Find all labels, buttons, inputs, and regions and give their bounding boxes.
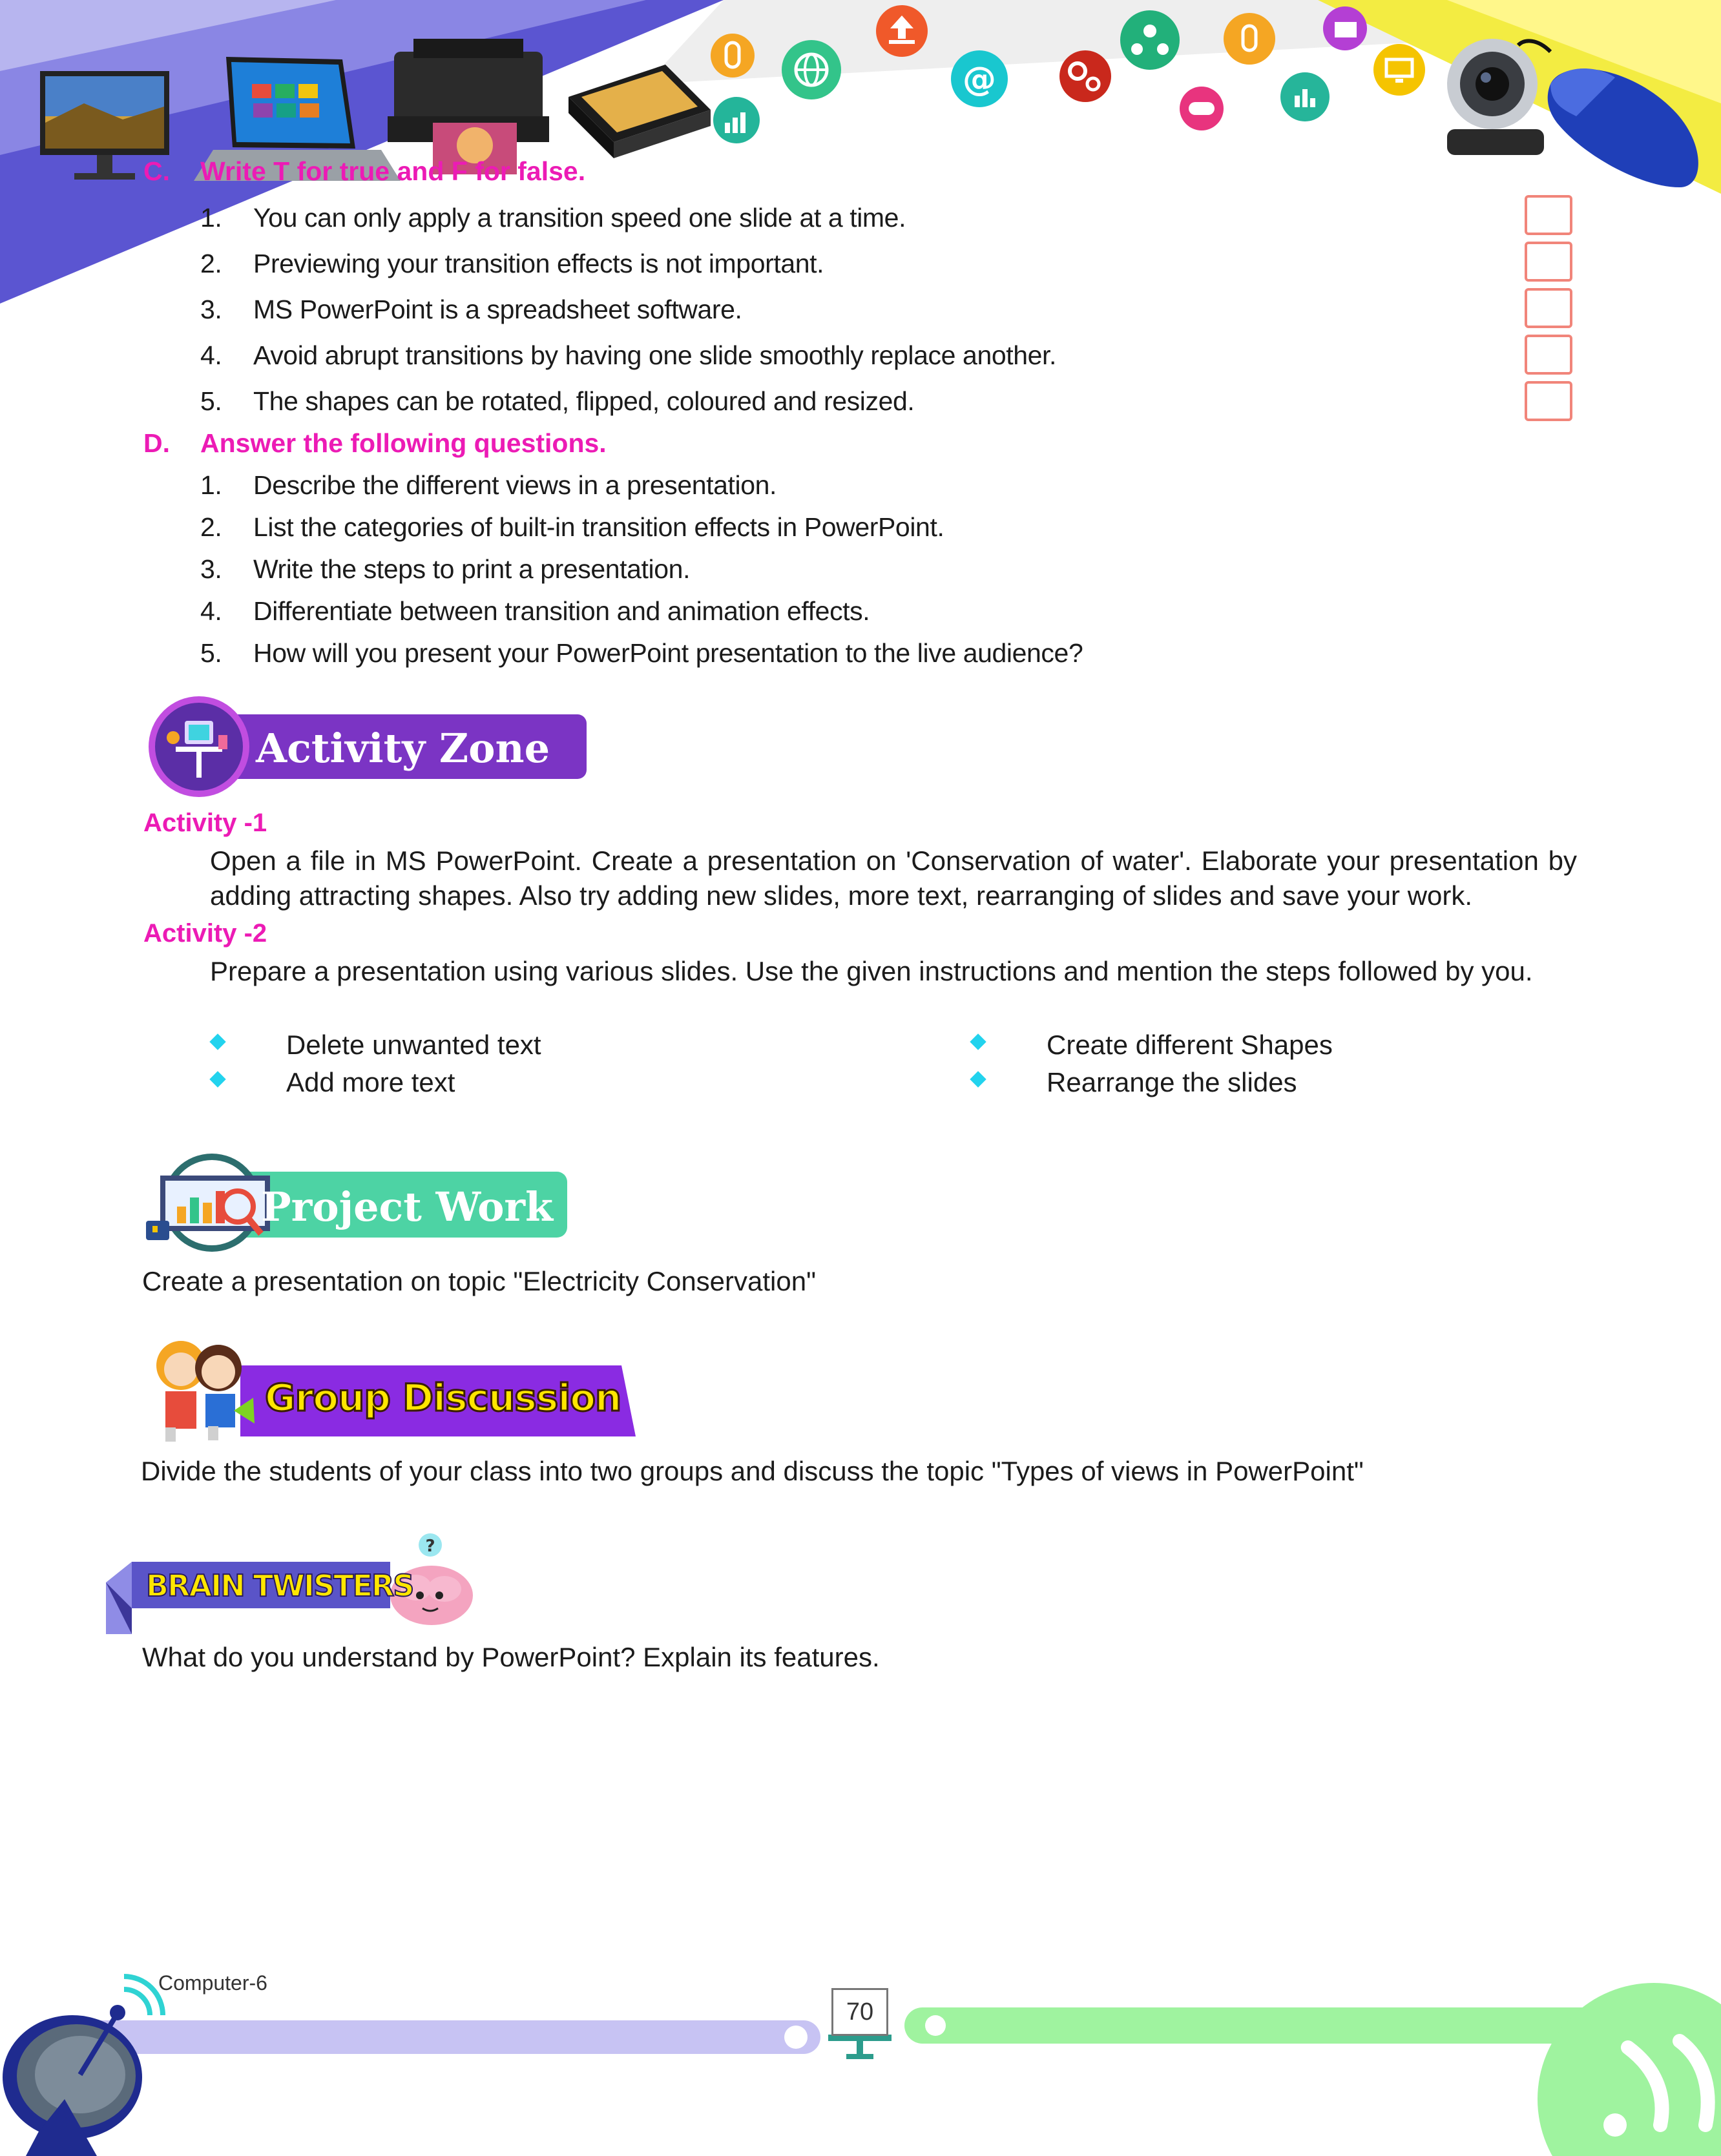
printer-device [388, 39, 549, 174]
item-number: 1. [200, 203, 222, 233]
stats-icon [1280, 72, 1330, 121]
item-text: MS PowerPoint is a spreadsheet software. [253, 295, 742, 324]
group-discussion-text: Divide the students of your class into two groups and discuss the topic "Types of views in PowerPoint" [141, 1456, 1364, 1486]
section-d-heading [143, 428, 607, 459]
bullet-text: Rearrange the slides [1047, 1067, 1297, 1097]
item-text: The shapes can be rotated, flipped, coloured and resized. [253, 386, 915, 416]
gamepad-icon [1180, 87, 1224, 130]
bullet-text: Create different Shapes [1047, 1030, 1333, 1060]
item-number: 3. [200, 295, 222, 324]
people-icon [1120, 10, 1180, 70]
activity-2-text: Prepare a presentation using various slides. Use the given instructions and mention the steps followed by you. [210, 956, 1533, 986]
answer-box-1[interactable] [1525, 195, 1572, 235]
item-text: Avoid abrupt transitions by having one slide smoothly replace another. [253, 340, 1057, 370]
item-text: Differentiate between transition and animation effects. [253, 596, 870, 626]
item-number: 2. [200, 512, 222, 542]
folder-icon [1323, 6, 1367, 50]
bullet-text: Delete unwanted text [286, 1030, 541, 1060]
activity-2-label: Activity -2 [143, 919, 267, 948]
at-icon [951, 50, 1008, 107]
diamond-bullet-icon [209, 1071, 225, 1087]
chart-icon [713, 97, 760, 143]
page-number: 70 [831, 1988, 888, 2036]
svg-text:@: @ [963, 60, 996, 99]
item-number: 5. [200, 638, 222, 668]
item-number: 5. [200, 386, 222, 416]
item-number: 4. [200, 340, 222, 370]
brain-twisters-banner [106, 1531, 481, 1634]
activity-zone-banner [147, 695, 587, 798]
footer-book-label: Computer-6 [158, 1971, 267, 1995]
gears-icon [1059, 50, 1111, 102]
bullet-text: Add more text [286, 1067, 455, 1097]
activity-1-label: Activity -1 [143, 809, 267, 837]
item-number: 1. [200, 470, 222, 500]
project-work-text: Create a presentation on topic "Electricity Conservation" [142, 1266, 817, 1296]
item-text: How will you present your PowerPoint presentation to the live audience? [253, 638, 1083, 668]
answer-box-4[interactable] [1525, 335, 1572, 375]
section-c-heading [143, 156, 586, 187]
item-number: 2. [200, 249, 222, 278]
diamond-bullet-icon [970, 1071, 986, 1087]
project-work-title: Project Work [261, 1183, 554, 1230]
svg-text:?: ? [425, 1537, 435, 1556]
answer-box-5[interactable] [1525, 381, 1572, 421]
item-number: 3. [200, 554, 222, 584]
group-discussion-title: Group Discussion [265, 1376, 621, 1420]
answer-box-3[interactable] [1525, 288, 1572, 328]
section-c-letter: C. [143, 156, 170, 186]
item-text: Write the steps to print a presentation. [253, 554, 691, 584]
item-text: You can only apply a transition speed one slide at a time. [253, 203, 906, 233]
section-c-title: Write T for true and F for false. [200, 156, 586, 186]
item-text: Previewing your transition effects is not important. [253, 249, 824, 278]
item-number: 4. [200, 596, 222, 626]
mouse-icon [1224, 13, 1275, 65]
section-d-letter: D. [143, 428, 170, 458]
item-text: List the categories of built-in transition effects in PowerPoint. [253, 512, 944, 542]
satellite-dish-icon [3, 1976, 163, 2156]
diamond-bullet-icon [209, 1033, 225, 1050]
brain-twisters-title: BRAIN TWISTERS [146, 1568, 413, 1603]
item-text: Describe the different views in a presentation. [253, 470, 777, 500]
globe-icon [782, 40, 841, 99]
diamond-bullet-icon [970, 1033, 986, 1050]
mouse-icon [711, 34, 755, 78]
upload-icon [876, 5, 928, 57]
brain-twisters-text: What do you understand by PowerPoint? Explain its features. [142, 1642, 880, 1672]
activity-1-text: Open a file in MS PowerPoint. Create a presentation on 'Conservation of water'. Elaborate your presentation by adding attracting shapes. Also try adding new slides, more text, rearranging of slides and save your work. [210, 845, 1577, 911]
activity-zone-title: Activity Zone [256, 725, 550, 772]
project-work-banner [141, 1151, 574, 1254]
group-discussion-banner [143, 1327, 641, 1443]
section-d-title: Answer the following questions. [200, 428, 607, 458]
answer-box-2[interactable] [1525, 242, 1572, 282]
monitor-icon [1373, 44, 1425, 96]
